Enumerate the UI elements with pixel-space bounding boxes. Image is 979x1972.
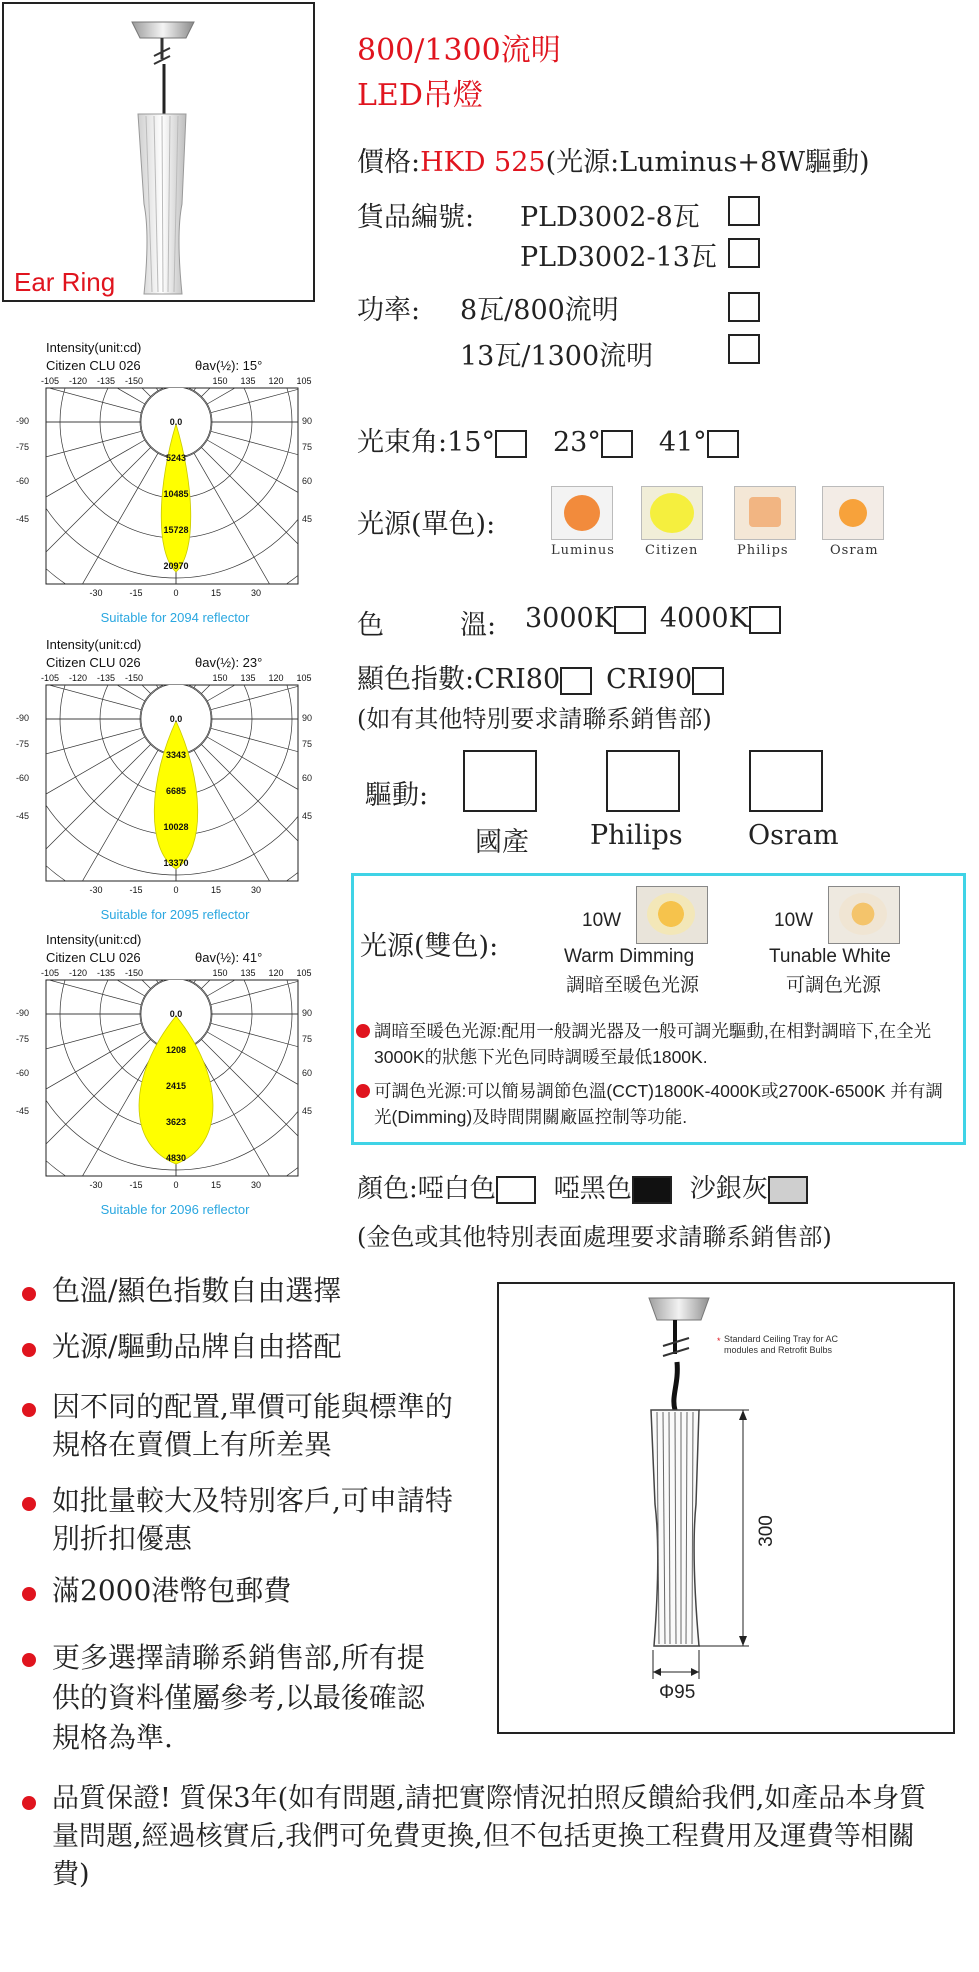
price-label: 價格: <box>357 147 421 178</box>
feature-3: 因不同的配置,單價可能與標準的規格在賣價上有所差異 <box>52 1390 453 1461</box>
polar-tick-label: -60 <box>16 1068 30 1078</box>
polar-tick-label: -150 <box>124 673 144 683</box>
polar-tick-label: -90 <box>16 416 30 426</box>
polar-tick-label: 60 <box>302 476 313 486</box>
bullet-icon <box>22 1287 36 1301</box>
polar-tick-label: 120 <box>268 968 284 978</box>
polar-tick-label: -90 <box>16 1008 30 1018</box>
intensity-value: 6685 <box>165 786 187 796</box>
dual-source-panel <box>351 873 966 1145</box>
warm-dimming-led-icon[interactable] <box>636 886 708 944</box>
polar-tick-label: 105 <box>296 968 312 978</box>
power-1-checkbox[interactable] <box>728 292 760 322</box>
polar-tick-label: -15 <box>129 885 143 895</box>
power-1: 8瓦/800流明 <box>460 295 619 326</box>
tunable-watt: 10W <box>774 910 814 931</box>
polar-tick-label: 150 <box>212 968 228 978</box>
intensity-value: 3623 <box>165 1117 187 1127</box>
polar-title: Intensity(unit:cd) <box>46 340 142 355</box>
price-row <box>357 140 870 179</box>
polar-tick-label: 120 <box>268 376 284 386</box>
tunable-name: Tunable White <box>769 946 891 967</box>
cri-90-checkbox[interactable] <box>692 667 724 695</box>
polar-tick-label: 150 <box>212 376 228 386</box>
warm-watt: 10W <box>582 910 622 931</box>
polar-tick-label: -60 <box>16 476 30 486</box>
product-code-label: 貨品編號: <box>357 202 475 233</box>
cri-note: (如有其他特別要求請聯系銷售部) <box>357 705 712 733</box>
dual-source-label: 光源(雙色): <box>360 931 499 962</box>
cri-90: CRI90 <box>606 664 693 695</box>
product-code-2: PLD3002-13瓦 <box>520 242 717 273</box>
polar-plot <box>40 374 313 606</box>
polar-caption: Suitable for 2094 reflector <box>100 610 250 625</box>
cri-label: 顯色指數: <box>357 664 475 695</box>
bullet-icon <box>22 1653 36 1667</box>
driver-generic-label: 國產 <box>475 827 529 858</box>
beam-15: 15° <box>447 427 495 458</box>
ct-3000: 3000K <box>525 603 614 634</box>
polar-tick-label: 90 <box>302 416 313 426</box>
polar-tick-label: 105 <box>296 376 312 386</box>
philips-led-icon[interactable] <box>734 486 796 540</box>
driver-philips-checkbox[interactable] <box>606 750 680 812</box>
citizen-led-icon[interactable] <box>641 486 703 540</box>
osram-label: Osram <box>830 543 879 558</box>
polar-tick-label: -90 <box>16 713 30 723</box>
beam-23-checkbox[interactable] <box>601 430 633 458</box>
polar-diagram-1 <box>16 340 313 630</box>
philips-label: Philips <box>737 543 789 558</box>
intensity-value: 4830 <box>165 1153 187 1163</box>
polar-angle: θav(½): 15° <box>195 358 263 373</box>
feature-6: 更多選擇請聯系銷售部,所有提供的資料僅屬參考,以最後確認規格為準. <box>52 1641 425 1754</box>
tunable-white-led-icon[interactable] <box>828 886 900 944</box>
polar-tick-label: 30 <box>250 885 262 895</box>
light-source-single-label: 光源(單色): <box>357 509 496 540</box>
polar-tick-label: 15 <box>210 885 222 895</box>
warranty-bullet-icon <box>22 1796 36 1810</box>
intensity-value: 0.0 <box>169 714 183 724</box>
color-temp-label-b: 溫: <box>460 610 497 641</box>
polar-tick-label: 120 <box>268 673 284 683</box>
polar-tick-label: -75 <box>16 1034 30 1044</box>
intensity-value: 10028 <box>163 822 189 832</box>
polar-tick-label: -135 <box>96 968 116 978</box>
polar-tick-label: 0 <box>173 885 179 895</box>
pendant-lamp-image <box>4 4 313 300</box>
feature-5: 滿2000港幣包郵費 <box>52 1574 292 1607</box>
feature-4: 如批量較大及特別客戶,可申請特別折扣優惠 <box>52 1484 453 1555</box>
polar-tick-label: -105 <box>40 968 60 978</box>
polar-tick-label: -75 <box>16 739 30 749</box>
polar-tick-label: -75 <box>16 442 30 452</box>
color-silver-checkbox[interactable] <box>768 1176 808 1204</box>
warm-desc: 調暗至暖色光源 <box>566 975 700 996</box>
color-temp-row <box>525 603 781 634</box>
technical-drawing <box>497 1282 955 1734</box>
polar-tick-label: 60 <box>302 773 313 783</box>
title-line-1: 800/1300流明 <box>357 33 561 68</box>
color-white: 啞白色 <box>417 1174 496 1204</box>
ear-ring-label: Ear Ring <box>14 267 116 297</box>
osram-led-icon[interactable] <box>822 486 884 540</box>
warm-name: Warm Dimming <box>564 946 695 967</box>
note-2-bullet-icon <box>356 1084 370 1098</box>
color-white-checkbox[interactable] <box>496 1176 536 1204</box>
polar-tick-label: -15 <box>129 588 143 598</box>
polar-tick-label: -30 <box>89 1180 103 1190</box>
polar-tick-label: -45 <box>16 1106 30 1116</box>
polar-tick-label: -45 <box>16 514 30 524</box>
intensity-value: 10485 <box>163 489 189 499</box>
polar-tick-label: 150 <box>212 673 228 683</box>
tray-note: Standard Ceiling Tray for AC modules and Retrofit Bulbs <box>724 1334 839 1355</box>
polar-tick-label: 90 <box>302 1008 313 1018</box>
product-code-1-checkbox[interactable] <box>728 196 760 226</box>
polar-plot <box>40 671 313 903</box>
warranty-text: 品質保證! 質保3年(如有問題,請把實際情況拍照反饋給我們,如產品本身質量問題,經過核實后,我們可免費更換,但不包括更換工程費用及運費等相關費) <box>52 1783 927 1890</box>
title-line-2: LED吊燈 <box>357 78 483 113</box>
polar-tick-label: 75 <box>302 739 313 749</box>
luminus-led-icon[interactable] <box>551 486 613 540</box>
polar-model: Citizen CLU 026 <box>46 655 141 670</box>
feature-2: 光源/驅動品牌自由搭配 <box>52 1330 342 1363</box>
beam-angle-row <box>357 420 739 459</box>
polar-diagram-3 <box>16 932 313 1222</box>
beam-41: 41° <box>658 427 707 458</box>
beam-15-checkbox[interactable] <box>495 430 527 458</box>
product-code-1: PLD3002-8瓦 <box>520 202 700 233</box>
intensity-value: 2415 <box>165 1081 187 1091</box>
intensity-value: 0.0 <box>169 417 183 427</box>
polar-tick-label: 0 <box>173 588 179 598</box>
note-1-bullet-icon <box>356 1024 370 1038</box>
polar-tick-label: 30 <box>250 1180 262 1190</box>
polar-tick-label: -135 <box>96 376 116 386</box>
polar-tick-label: -105 <box>40 673 60 683</box>
polar-tick-label: 45 <box>302 811 313 821</box>
tunable-desc: 可調色光源 <box>786 975 882 996</box>
ct-4000-checkbox[interactable] <box>749 606 781 634</box>
svg-text:*: * <box>717 1336 721 1346</box>
intensity-value: 0.0 <box>169 1009 183 1019</box>
driver-philips-label: Philips <box>590 820 683 851</box>
power-2-checkbox[interactable] <box>728 334 760 364</box>
polar-tick-label: 45 <box>302 514 313 524</box>
bullet-icon <box>22 1497 36 1511</box>
polar-tick-label: -45 <box>16 811 30 821</box>
polar-title: Intensity(unit:cd) <box>46 932 142 947</box>
polar-tick-label: 105 <box>296 673 312 683</box>
color-silver: 沙銀灰 <box>689 1174 768 1204</box>
polar-title: Intensity(unit:cd) <box>46 637 142 652</box>
colors-note: (金色或其他特別表面處理要求請聯系銷售部) <box>357 1223 832 1251</box>
beam-41-checkbox[interactable] <box>707 430 739 458</box>
product-code-2-checkbox[interactable] <box>728 238 760 268</box>
polar-angle: θav(½): 41° <box>195 950 263 965</box>
polar-tick-label: -120 <box>68 968 88 978</box>
beam-23: 23° <box>552 427 601 458</box>
polar-tick-label: 90 <box>302 713 313 723</box>
driver-label: 驅動: <box>365 780 429 811</box>
color-black-checkbox[interactable] <box>632 1176 672 1204</box>
colors-row <box>357 1168 808 1205</box>
cri-row <box>357 657 724 696</box>
price-value: HKD 525 <box>420 147 546 178</box>
polar-tick-label: 15 <box>210 588 222 598</box>
ct-3000-checkbox[interactable] <box>614 606 646 634</box>
polar-tick-label: -150 <box>124 376 144 386</box>
polar-tick-label: 75 <box>302 1034 313 1044</box>
ct-4000: 4000K <box>659 603 749 634</box>
polar-tick-label: -15 <box>129 1180 143 1190</box>
polar-tick-label: -30 <box>89 588 103 598</box>
driver-osram-checkbox[interactable] <box>749 750 823 812</box>
feature-1: 色溫/顯色指數自由選擇 <box>52 1274 342 1307</box>
diameter-dimension: Φ95 <box>659 1682 696 1703</box>
polar-tick-label: -30 <box>89 885 103 895</box>
polar-angle: θav(½): 23° <box>195 655 263 670</box>
intensity-value: 5243 <box>165 453 187 463</box>
citizen-label: Citizen <box>645 543 699 558</box>
intensity-value: 20970 <box>163 561 189 571</box>
polar-tick-label: -135 <box>96 673 116 683</box>
height-dimension: 300 <box>755 1515 777 1547</box>
polar-tick-label: -120 <box>68 673 88 683</box>
dual-note-2: 可調色光源:可以簡易調節色溫(CCT)1800K-4000K或2700K-6500K 并有調光(Dimming)及時間開關廠區控制等功能. <box>374 1081 943 1127</box>
luminus-label: Luminus <box>551 543 615 558</box>
polar-tick-label: -120 <box>68 376 88 386</box>
intensity-value: 1208 <box>165 1045 187 1055</box>
polar-caption: Suitable for 2096 reflector <box>100 1202 250 1217</box>
intensity-value: 15728 <box>163 525 189 535</box>
polar-tick-label: 135 <box>240 968 256 978</box>
power-label: 功率: <box>357 295 421 326</box>
color-temp-label-a: 色 <box>357 610 384 641</box>
polar-model: Citizen CLU 026 <box>46 950 141 965</box>
driver-osram-label: Osram <box>748 820 839 851</box>
polar-tick-label: 135 <box>240 673 256 683</box>
polar-diagram-2 <box>16 637 313 927</box>
polar-tick-label: 75 <box>302 442 313 452</box>
polar-tick-label: 60 <box>302 1068 313 1078</box>
bullet-icon <box>22 1587 36 1601</box>
polar-plot <box>40 966 313 1198</box>
product-photo <box>2 2 315 302</box>
polar-tick-label: 30 <box>250 588 262 598</box>
intensity-value: 3343 <box>165 750 187 760</box>
polar-tick-label: -105 <box>40 376 60 386</box>
polar-tick-label: 45 <box>302 1106 313 1116</box>
polar-model: Citizen CLU 026 <box>46 358 141 373</box>
driver-generic-checkbox[interactable] <box>463 750 537 812</box>
polar-tick-label: -150 <box>124 968 144 978</box>
beam-angle-label: 光束角: <box>357 427 448 458</box>
price-note: (光源:Luminus+8W驅動) <box>545 147 870 178</box>
bullet-icon <box>22 1403 36 1417</box>
intensity-value: 13370 <box>163 858 189 868</box>
colors-label: 顏色: <box>357 1174 418 1204</box>
cri-80: CRI80 <box>474 664 561 695</box>
bullet-icon <box>22 1343 36 1357</box>
dual-note-1: 調暗至暖色光源:配用一般調光器及一般可調光驅動,在相對調暗下,在全光3000K的狀態下光色同時調暖至最低1800K. <box>374 1021 932 1067</box>
polar-tick-label: 15 <box>210 1180 222 1190</box>
color-black: 啞黑色 <box>553 1174 632 1204</box>
polar-tick-label: 0 <box>173 1180 179 1190</box>
polar-tick-label: 135 <box>240 376 256 386</box>
cri-80-checkbox[interactable] <box>560 667 592 695</box>
polar-tick-label: -60 <box>16 773 30 783</box>
power-2: 13瓦/1300流明 <box>460 341 654 372</box>
polar-caption: Suitable for 2095 reflector <box>100 907 250 922</box>
